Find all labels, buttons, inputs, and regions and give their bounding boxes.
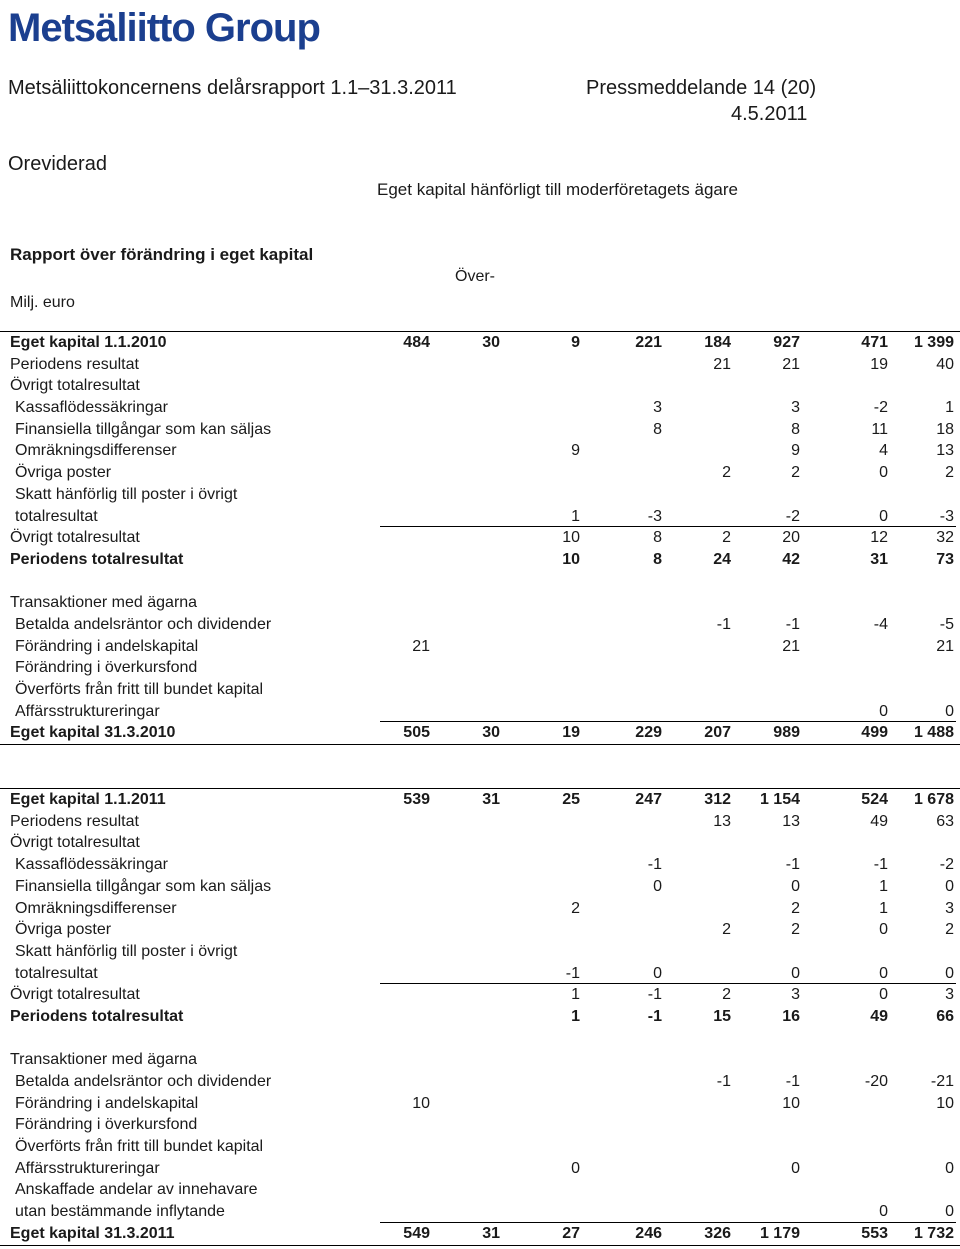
cell-col-5: 2	[722, 921, 731, 939]
cell-col-2: 31	[482, 1224, 500, 1242]
table-row	[0, 657, 960, 679]
cell-col-3: 10	[562, 529, 580, 547]
row-label: Periodens resultat	[10, 355, 139, 373]
table-row	[0, 1049, 960, 1071]
cell-col-8: 63	[936, 812, 954, 830]
cell-col-7: 1	[879, 877, 888, 895]
cell-col-6: 0	[791, 877, 800, 895]
table-row	[0, 397, 960, 419]
cell-col-7: 0	[879, 964, 888, 982]
row-label: Finansiella tillgångar som kan säljas	[15, 877, 272, 895]
table-row	[0, 527, 960, 549]
cell-col-6: 16	[782, 1007, 800, 1025]
cell-col-6: 1 179	[759, 1224, 800, 1242]
cell-col-8: 10	[936, 1094, 954, 1112]
cell-col-3: 1	[571, 986, 580, 1004]
cell-col-3: 25	[562, 791, 580, 809]
cell-col-4: 229	[635, 724, 662, 742]
cell-col-6: 2	[791, 899, 800, 917]
equity-group-header: Eget kapital hänförligt till moderföretagets ägare	[377, 180, 738, 199]
cell-col-8: 18	[936, 420, 954, 438]
cell-col-6: 989	[773, 724, 800, 742]
row-label: Kassaflödessäkringar	[15, 399, 168, 417]
table-row	[0, 876, 960, 898]
cell-col-8: 0	[945, 877, 954, 895]
row-label: Finansiella tillgångar som kan säljas	[15, 420, 272, 438]
cell-col-8: 13	[936, 442, 954, 460]
cell-col-5: 15	[713, 1007, 731, 1025]
row-label: Transaktioner med ägarna	[10, 594, 198, 612]
cell-col-1: 484	[403, 334, 430, 351]
cell-col-2: 30	[482, 724, 500, 742]
table-row	[0, 984, 960, 1006]
table-row	[0, 1093, 960, 1115]
cell-col-1: 549	[403, 1224, 430, 1242]
cell-col-8: -5	[939, 615, 954, 633]
cell-col-6: 21	[782, 637, 800, 655]
cell-col-7: 553	[861, 1224, 888, 1242]
cell-col-8: 3	[945, 899, 954, 917]
row-label: Betalda andelsräntor och dividender	[15, 615, 272, 633]
row-label: Förändring i överkursfond	[15, 1116, 198, 1134]
row-label: Eget kapital 1.1.2011	[10, 791, 166, 809]
cell-col-5: -1	[716, 1073, 731, 1090]
cell-col-6: 2	[791, 921, 800, 939]
cell-col-8: 0	[945, 1203, 954, 1221]
table-row	[0, 701, 960, 723]
cell-col-8: 73	[936, 550, 954, 568]
cell-col-5: 312	[704, 791, 731, 809]
cell-col-8: 21	[936, 637, 954, 655]
row-label: Omräkningsdifferenser	[15, 899, 177, 917]
cell-col-7: 49	[870, 812, 888, 830]
cell-col-5: 2	[722, 464, 731, 482]
row-label: Eget kapital 31.3.2010	[10, 724, 176, 742]
cell-col-8: -3	[939, 507, 954, 525]
table-row	[0, 1201, 960, 1223]
cell-col-1: 21	[412, 637, 430, 655]
cell-col-4: 246	[635, 1224, 662, 1242]
cell-col-8: 2	[945, 921, 954, 939]
cell-col-7: 471	[861, 334, 888, 351]
row-label: Övrigt totalresultat	[10, 377, 140, 395]
row-label: Betalda andelsräntor och dividender	[15, 1073, 272, 1090]
cell-col-8: 1 678	[913, 791, 954, 809]
row-label: Övriga poster	[15, 921, 112, 939]
cell-col-3: 1	[571, 1007, 580, 1025]
cell-col-4: 247	[635, 791, 662, 809]
cell-col-6: 13	[782, 812, 800, 830]
row-label: Transaktioner med ägarna	[10, 1051, 198, 1069]
row-spacer	[0, 1028, 960, 1050]
row-label: Övrigt totalresultat	[10, 529, 140, 547]
cell-col-8: 66	[936, 1007, 954, 1025]
cell-col-8: 3	[945, 986, 954, 1004]
col-header-premium-1: Över-	[455, 268, 495, 285]
cell-col-8: 1 488	[913, 724, 954, 742]
cell-col-8: 2	[945, 464, 954, 482]
cell-col-7: 0	[879, 507, 888, 525]
cell-col-4: -1	[647, 986, 662, 1004]
table-row	[0, 1179, 960, 1201]
table-row	[0, 919, 960, 941]
cell-col-7: 1	[879, 899, 888, 917]
table-row	[0, 722, 960, 745]
cell-col-7: -20	[864, 1073, 888, 1090]
cell-col-7: 499	[861, 724, 888, 742]
cell-col-6: 42	[782, 550, 800, 568]
table-row	[0, 1006, 960, 1028]
row-label: Förändring i andelskapital	[15, 1094, 199, 1112]
cell-col-3: 10	[562, 550, 580, 568]
table-row	[0, 549, 960, 571]
cell-col-8: 0	[945, 964, 954, 982]
table-row	[0, 331, 960, 354]
cell-col-7: 0	[879, 1203, 888, 1221]
cell-col-1: 539	[403, 791, 430, 809]
row-label: totalresultat	[15, 964, 98, 982]
cell-col-3: 1	[571, 507, 580, 525]
cell-col-4: 221	[635, 334, 662, 351]
cell-col-5: 2	[722, 529, 731, 547]
press-release-date: 4.5.2011	[731, 103, 808, 125]
table-row	[0, 614, 960, 636]
cell-col-1: 10	[412, 1094, 430, 1112]
row-label: Affärsstruktureringar	[15, 702, 160, 720]
cell-col-3: -1	[565, 964, 580, 982]
cell-col-3: 9	[571, 442, 580, 460]
cell-col-6: 10	[782, 1094, 800, 1112]
cell-col-6: 2	[791, 464, 800, 482]
cell-col-8: 32	[936, 529, 954, 547]
cell-col-3: 27	[562, 1224, 580, 1242]
table-row	[0, 963, 960, 985]
table-row	[0, 375, 960, 397]
cell-col-8: 0	[945, 1159, 954, 1177]
press-release-number: Pressmeddelande 14 (20)	[586, 77, 817, 99]
table-row	[0, 440, 960, 462]
cell-col-7: 0	[879, 986, 888, 1004]
table-row	[0, 636, 960, 658]
row-label: Skatt hänförlig till poster i övrigt	[15, 485, 238, 503]
cell-col-5: 2	[722, 986, 731, 1004]
cell-col-7: 12	[870, 529, 888, 547]
cell-col-4: 3	[653, 399, 662, 417]
company-logo: Metsäliitto Group	[8, 6, 320, 50]
cell-col-2: 31	[482, 791, 500, 809]
row-label: Övrigt totalresultat	[10, 834, 140, 852]
report-title: Metsäliittokoncernens delårsrapport 1.1–31.3.2011	[8, 77, 457, 99]
row-label: Eget kapital 31.3.2011	[10, 1224, 175, 1242]
table-row	[0, 1223, 960, 1246]
equity-table-body	[0, 331, 960, 1246]
table-row	[0, 832, 960, 854]
cell-col-6: 20	[782, 529, 800, 547]
cell-col-4: -3	[647, 507, 662, 525]
row-label: Kassaflödessäkringar	[15, 856, 168, 874]
cell-col-8: 1	[945, 399, 954, 417]
table-row	[0, 462, 960, 484]
row-label: Överförts från fritt till bundet kapital	[15, 681, 264, 698]
table-row	[0, 898, 960, 920]
cell-col-6: 1 154	[759, 791, 800, 809]
table-row	[0, 592, 960, 614]
cell-col-8: -21	[930, 1073, 954, 1090]
row-label: Övrigt totalresultat	[10, 986, 140, 1004]
cell-col-6: 8	[791, 420, 800, 438]
table-row	[0, 354, 960, 376]
table-row	[0, 1136, 960, 1158]
cell-col-7: 0	[879, 464, 888, 482]
table-row	[0, 811, 960, 833]
cell-col-5: 184	[704, 334, 731, 351]
cell-col-4: 0	[653, 964, 662, 982]
table-row	[0, 679, 960, 701]
cell-col-7: 49	[870, 1007, 888, 1025]
cell-col-6: 21	[782, 355, 800, 373]
cell-col-6: 0	[791, 964, 800, 982]
cell-col-5: 24	[713, 550, 731, 568]
table-row	[0, 484, 960, 506]
cell-col-3: 2	[571, 899, 580, 917]
row-label: Periodens totalresultat	[10, 550, 184, 568]
cell-col-6: 927	[773, 334, 800, 351]
cell-col-1: 505	[403, 724, 430, 742]
cell-col-6: -1	[785, 856, 800, 874]
audit-status: Oreviderad	[8, 153, 107, 175]
cell-col-7: -2	[873, 399, 888, 417]
row-spacer	[0, 571, 960, 593]
cell-col-6: 3	[791, 986, 800, 1004]
row-label: Periodens resultat	[10, 812, 139, 830]
cell-col-5: 13	[713, 812, 731, 830]
cell-col-4: 8	[653, 550, 662, 568]
cell-col-7: 31	[870, 550, 888, 568]
cell-col-4: 8	[653, 529, 662, 547]
row-label: Förändring i överkursfond	[15, 659, 198, 677]
table-row	[0, 941, 960, 963]
cell-col-7: 11	[871, 420, 888, 438]
cell-col-8: 0	[945, 702, 954, 720]
cell-col-4: 8	[653, 420, 662, 438]
row-label: utan bestämmande inflytande	[15, 1203, 225, 1221]
cell-col-5: -1	[716, 615, 731, 633]
cell-col-7: 4	[879, 442, 888, 460]
table-row	[0, 788, 960, 811]
row-label: Anskaffade andelar av innehavare	[15, 1181, 258, 1199]
table-title: Rapport över förändring i eget kapital	[10, 245, 314, 264]
row-label: Eget kapital 1.1.2010	[10, 334, 167, 351]
cell-col-6: -1	[785, 1073, 800, 1090]
row-label: Förändring i andelskapital	[15, 637, 199, 655]
row-label: totalresultat	[15, 507, 98, 525]
cell-col-8: -2	[939, 856, 954, 874]
cell-col-4: -1	[647, 1007, 662, 1025]
row-label: Affärsstruktureringar	[15, 1159, 160, 1177]
cell-col-3: 19	[562, 724, 580, 742]
table-row	[0, 506, 960, 528]
cell-col-8: 40	[936, 355, 954, 373]
row-label: Periodens totalresultat	[10, 1007, 184, 1025]
row-label: Övriga poster	[15, 464, 112, 482]
cell-col-4: -1	[647, 856, 662, 874]
table-row	[0, 1071, 960, 1093]
row-spacer	[0, 745, 960, 788]
unit-label: Milj. euro	[10, 294, 75, 311]
cell-col-7: 0	[879, 921, 888, 939]
cell-col-5: 21	[713, 355, 731, 373]
cell-col-7: -1	[873, 856, 888, 874]
cell-col-5: 207	[704, 724, 731, 742]
cell-col-6: -2	[785, 507, 800, 525]
cell-col-6: 3	[791, 399, 800, 417]
cell-col-2: 30	[482, 334, 500, 351]
cell-col-3: 0	[571, 1159, 580, 1177]
row-label: Överförts från fritt till bundet kapital	[15, 1138, 264, 1156]
table-row	[0, 1114, 960, 1136]
cell-col-6: 9	[791, 442, 800, 460]
cell-col-8: 1 732	[913, 1224, 954, 1242]
table-row	[0, 419, 960, 441]
cell-col-3: 9	[571, 334, 580, 351]
table-row	[0, 854, 960, 876]
cell-col-7: 19	[870, 355, 888, 373]
cell-col-6: -1	[785, 615, 800, 633]
cell-col-7: 0	[879, 702, 888, 720]
row-label: Skatt hänförlig till poster i övrigt	[15, 942, 238, 960]
cell-col-7: 524	[861, 791, 888, 809]
row-label: Omräkningsdifferenser	[15, 442, 177, 460]
cell-col-7: -4	[873, 615, 888, 633]
cell-col-6: 0	[791, 1159, 800, 1177]
cell-col-5: 326	[704, 1224, 731, 1242]
table-row	[0, 1158, 960, 1180]
cell-col-8: 1 399	[913, 334, 954, 351]
cell-col-4: 0	[653, 877, 662, 895]
